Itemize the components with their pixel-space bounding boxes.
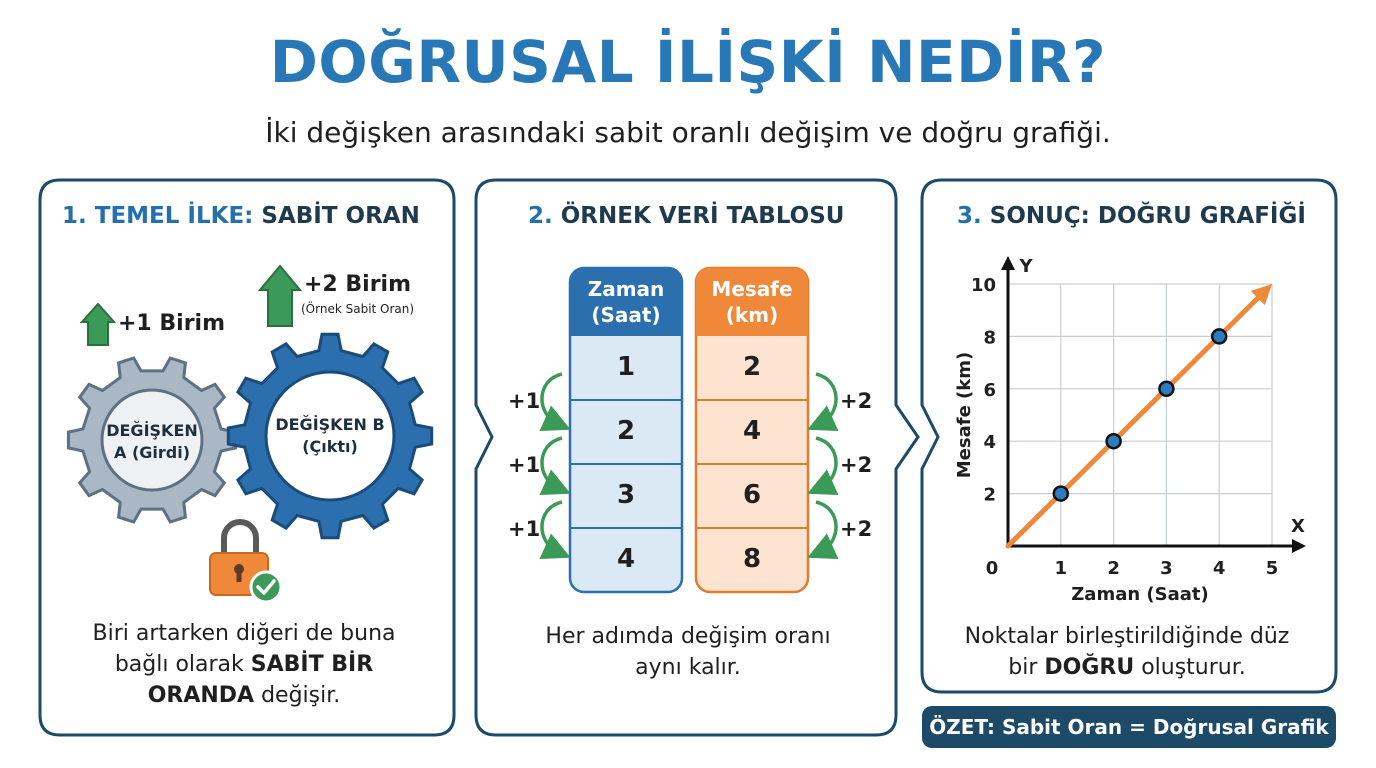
table-cell-time: 1	[616, 352, 636, 382]
gear-b-label-line1: DEĞİŞKEN B	[275, 415, 385, 434]
table-cell-time: 2	[616, 416, 636, 446]
gear-a-label	[100, 420, 204, 464]
y-tick-label: 4	[983, 432, 996, 454]
step-label-time: +1	[508, 389, 541, 413]
summary-badge: ÖZET: Sabit Oran = Doğrusal Grafik	[922, 706, 1336, 748]
column-header-distance-line1: Mesafe	[711, 277, 793, 301]
column-header-time	[570, 276, 682, 328]
panel-3-title-text: SONUÇ: DOĞRU GRAFİĞİ	[981, 203, 1306, 229]
panel-1-text-1: Biri artarken diğeri de buna bağlı olarak	[92, 621, 396, 677]
panel-2-number: 2.	[528, 203, 553, 229]
panel-3-text-1: Noktalar birleştirildiğinde düz bir	[964, 624, 1290, 680]
column-header-distance-line2: (km)	[725, 303, 779, 327]
y-axis-name: Y	[1019, 256, 1033, 277]
panel-1-description	[74, 618, 414, 711]
step-label-time: +1	[508, 453, 541, 477]
y-tick-label: 10	[970, 275, 996, 296]
table-cell-distance: 6	[742, 480, 762, 510]
data-point	[1212, 329, 1226, 343]
table-cell-time: 3	[616, 480, 636, 510]
table-cell-distance: 4	[742, 416, 762, 446]
origin-label: 0	[985, 558, 999, 579]
panel-1-text-2: değişir.	[254, 683, 341, 708]
step-label-distance: +2	[840, 453, 873, 477]
panel-3-number: 3.	[957, 203, 982, 229]
arrow-b-sublabel: (Örnek Sabit Oran)	[301, 302, 415, 316]
panel-2-title-text: ÖRNEK VERİ TABLOSU	[552, 203, 845, 229]
gear-b-label	[266, 414, 394, 458]
step-label-time: +1	[508, 517, 541, 541]
panel-2-description: Her adımda değişim oranı aynı kalır.	[545, 624, 831, 680]
panel-1-text-bold: SABİT BİR ORANDA	[147, 652, 374, 708]
panel-3-text-bold: DOĞRU	[1044, 655, 1135, 680]
panel-1-title-a: TEMEL İLKE:	[86, 203, 254, 229]
data-point	[1107, 434, 1121, 448]
panel-1-title-b: SABİT ORAN	[253, 203, 420, 229]
column-header-time-line2: (Saat)	[591, 303, 661, 327]
table-cell-distance: 2	[742, 352, 762, 382]
table-cell-time: 4	[616, 544, 636, 574]
arrow-a-label: +1 Birim	[118, 311, 226, 336]
data-point	[1054, 487, 1068, 501]
table-cell-distance: 8	[742, 544, 762, 574]
x-axis-label: Zaman (Saat)	[1071, 584, 1209, 605]
gear-a-label-line2: A (Girdi)	[113, 443, 191, 462]
panel-1-number: 1.	[62, 203, 87, 229]
data-point	[1159, 382, 1173, 396]
step-label-distance: +2	[840, 517, 873, 541]
column-header-distance	[696, 276, 808, 328]
y-tick-label: 2	[983, 484, 996, 506]
x-tick-label: 5	[1265, 558, 1279, 579]
x-tick-label: 1	[1054, 558, 1068, 579]
panel-3-description	[950, 621, 1304, 683]
panel-1-title	[62, 203, 420, 229]
column-header-time-line1: Zaman	[587, 277, 665, 301]
arrow-b-label: +2 Birim	[304, 272, 412, 297]
y-axis-label: Mesafe (km)	[954, 351, 975, 479]
x-tick-label: 2	[1107, 558, 1120, 579]
panel-2-title	[528, 203, 844, 229]
step-label-distance: +2	[840, 389, 873, 413]
x-axis-name: X	[1291, 516, 1305, 537]
x-tick-label: 3	[1160, 558, 1173, 579]
page-subtitle: İki değişken arasındaki sabit oranlı değişim ve doğru grafiği.	[265, 116, 1111, 149]
page-title: DOĞRUSAL İLİŞKİ NEDİR?	[269, 28, 1107, 96]
panel-3-text-2: oluşturur.	[1134, 655, 1246, 680]
panel-3-title	[957, 203, 1306, 229]
gear-b-label-line2: (Çıktı)	[302, 437, 358, 456]
y-tick-label: 8	[983, 327, 996, 349]
gear-a-label-line1: DEĞİŞKEN	[106, 421, 198, 440]
y-tick-label: 6	[983, 379, 996, 401]
x-tick-label: 4	[1212, 558, 1226, 579]
